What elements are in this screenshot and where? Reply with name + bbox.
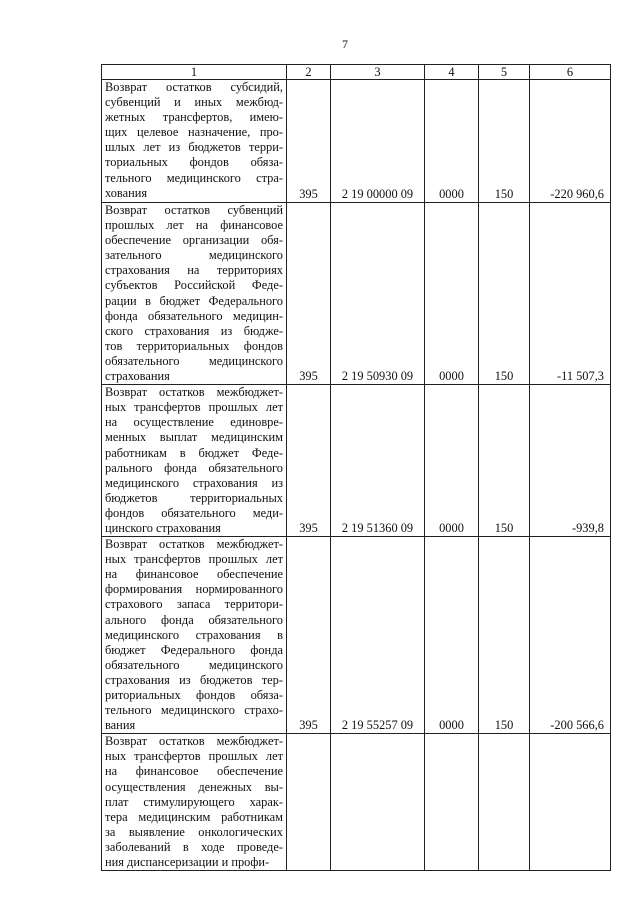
row-col-2: 395 <box>287 385 331 537</box>
row-col-3: 2 19 51360 09 <box>331 385 425 537</box>
description-line: на финансовое обеспечение <box>105 764 283 779</box>
description-line: тельного медицинского стра- <box>105 170 283 185</box>
description-line: шлых лет из бюджетов терри- <box>105 140 283 155</box>
row-col-2: 395 <box>287 203 331 385</box>
row-col-3: 2 19 55257 09 <box>331 537 425 734</box>
row-description <box>102 734 287 871</box>
description-line: зательного медицинского <box>105 248 283 263</box>
description-line: обязательного медицинского <box>105 353 283 368</box>
row-description <box>102 80 287 203</box>
description-line: Возврат остатков субвенций <box>105 203 283 217</box>
description-line: страхового запаса территори- <box>105 597 283 612</box>
header-col-3: 3 <box>331 65 425 80</box>
row-col-4: 0000 <box>425 80 479 203</box>
header-col-5: 5 <box>479 65 530 80</box>
description-line: страхования из бюджетов тер- <box>105 672 283 687</box>
description-line: ального фонда обязательного <box>105 612 283 627</box>
row-col-5 <box>479 734 530 871</box>
description-line: за выявление онкологических <box>105 824 283 839</box>
table-row <box>102 734 611 871</box>
description-line: страхования <box>105 369 170 384</box>
row-col-2: 395 <box>287 80 331 203</box>
description-line: цинского страхования <box>105 520 221 535</box>
row-col-6: -11 507,3 <box>530 203 611 385</box>
header-col-1: 1 <box>102 65 287 80</box>
description-line: обязательного медицинского <box>105 657 283 672</box>
description-line: обеспечение организации обя- <box>105 233 283 248</box>
row-col-4: 0000 <box>425 537 479 734</box>
description-line: медицинского страхования в <box>105 627 283 642</box>
description-line: фонда обязательного медицин- <box>105 308 283 323</box>
description-line: вания <box>105 718 136 733</box>
description-line: плат стимулирующего харак- <box>105 794 283 809</box>
row-col-3: 2 19 00000 09 <box>331 80 425 203</box>
description-line: менных выплат медицинским <box>105 430 283 445</box>
description-line: бюджетов территориальных <box>105 490 283 505</box>
description-line: хования <box>105 185 148 200</box>
row-description <box>102 537 287 734</box>
table-row <box>102 385 611 537</box>
description-line: на финансовое обеспечение <box>105 567 283 582</box>
row-col-5: 150 <box>479 385 530 537</box>
description-line: прошлых лет на финансовое <box>105 218 283 233</box>
row-col-4: 0000 <box>425 385 479 537</box>
header-row <box>102 65 611 80</box>
budget-table <box>101 64 611 871</box>
header-col-2: 2 <box>287 65 331 80</box>
row-col-5: 150 <box>479 537 530 734</box>
row-col-6 <box>530 734 611 871</box>
row-col-4: 0000 <box>425 203 479 385</box>
description-line: заболеваний в ходе проведе- <box>105 839 283 854</box>
row-col-3: 2 19 50930 09 <box>331 203 425 385</box>
row-col-2: 395 <box>287 537 331 734</box>
description-line: Возврат остатков межбюджет- <box>105 385 283 400</box>
description-line: Возврат остатков межбюджет- <box>105 734 283 749</box>
row-col-2 <box>287 734 331 871</box>
description-line: жетных трансфертов, имею- <box>105 110 283 125</box>
description-line: рации в бюджет Федерального <box>105 293 283 308</box>
description-line: рального фонда обязательного <box>105 460 283 475</box>
description-line: ных трансфертов прошлых лет <box>105 552 283 567</box>
description-line: ных трансфертов прошлых лет <box>105 749 283 764</box>
description-line: риториальных фондов обяза- <box>105 688 283 702</box>
description-line: Возврат остатков субсидий, <box>105 80 283 94</box>
description-line: страхования на территориях <box>105 263 283 278</box>
row-col-4 <box>425 734 479 871</box>
table-row <box>102 537 611 734</box>
table-row <box>102 203 611 385</box>
row-description <box>102 385 287 537</box>
row-col-6: -220 960,6 <box>530 80 611 203</box>
description-line: ториальных фондов обяза- <box>105 155 283 170</box>
page-number: 7 <box>342 37 348 51</box>
description-line: тов территориальных фондов <box>105 338 283 353</box>
description-line: Возврат остатков межбюджет- <box>105 537 283 552</box>
description-line: работникам в бюджет Феде- <box>105 445 283 460</box>
description-line: субвенций и иных межбюд- <box>105 95 283 110</box>
row-col-5: 150 <box>479 203 530 385</box>
header-col-4: 4 <box>425 65 479 80</box>
description-line: ных трансфертов прошлых лет <box>105 400 283 415</box>
description-line: формирования нормированного <box>105 582 283 597</box>
row-col-3 <box>331 734 425 871</box>
description-line: на осуществление единовре- <box>105 415 283 430</box>
description-line: бюджет Федерального фонда <box>105 642 283 657</box>
table-row <box>102 80 611 203</box>
description-line: субъектов Российской Феде- <box>105 278 283 293</box>
row-col-6: -200 566,6 <box>530 537 611 734</box>
description-line: осуществления денежных вы- <box>105 779 283 794</box>
description-line: ского страхования из бюдже- <box>105 323 283 338</box>
description-line: фондов обязательного меди- <box>105 505 283 520</box>
description-line: тера медицинским работникам <box>105 809 283 824</box>
header-col-6: 6 <box>530 65 611 80</box>
row-description <box>102 203 287 385</box>
row-col-5: 150 <box>479 80 530 203</box>
description-line: медицинского страхования из <box>105 475 283 490</box>
row-col-6: -939,8 <box>530 385 611 537</box>
description-line: щих целевое назначение, про- <box>105 125 283 140</box>
description-line: ния диспансеризации и профи- <box>105 855 270 870</box>
description-line: тельного медицинского страхо- <box>105 703 283 718</box>
